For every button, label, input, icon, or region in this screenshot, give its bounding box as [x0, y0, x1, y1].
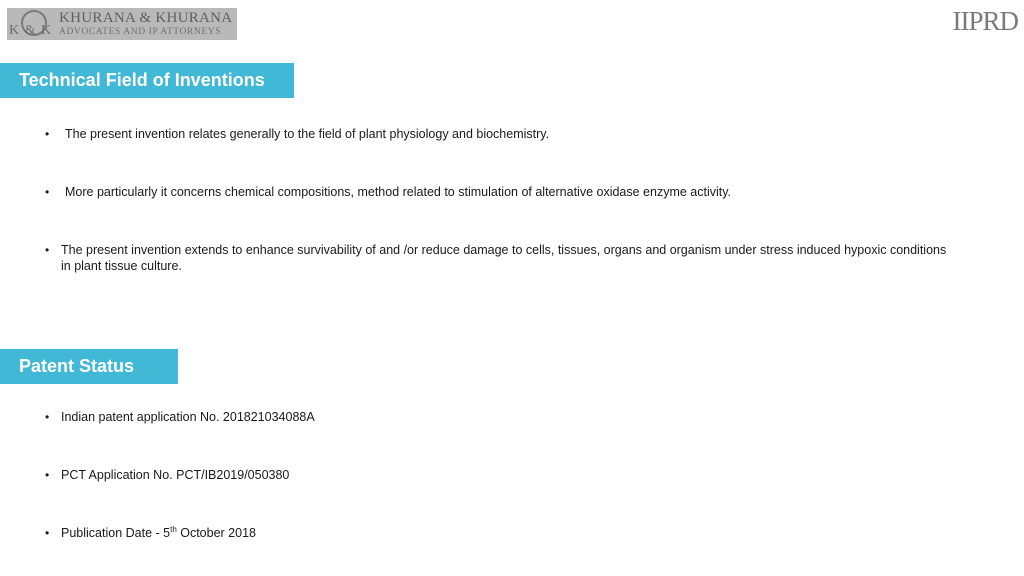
list-item-text: Indian patent application No. 201821034088A [61, 410, 315, 424]
khurana-logo [7, 8, 237, 40]
patent-status-heading: Patent Status [0, 349, 178, 384]
iiprd-logo: IIPRD [952, 6, 1018, 36]
technical-field-heading: Technical Field of Inventions [0, 63, 294, 98]
khurana-logo-line2: ADVOCATES AND IP ATTORNEYS [59, 26, 222, 37]
bullet-icon: • [45, 526, 50, 540]
khurana-logo-line1: KHURANA & KHURANA [59, 9, 233, 26]
list-item-text: PCT Application No. PCT/IB2019/050380 [61, 468, 290, 482]
kk-monogram-icon: K & K [7, 8, 59, 40]
list-item-text: The present invention relates generally to the field of plant physiology and biochemistry. [65, 127, 550, 141]
khurana-logo-text [59, 11, 232, 38]
list-item-text: More particularly it concerns chemical compositions, method related to stimulation of alternative oxidase enzyme activity. [65, 185, 732, 199]
list-item-text: The present invention extends to enhance survivability of and /or reduce damage to cells, tissues, organs and organism under stress induced hypoxic conditions in plant tissue culture. [61, 243, 947, 273]
bullet-icon: • [45, 127, 50, 141]
bullet-icon: • [45, 185, 50, 199]
bullet-icon: • [45, 243, 50, 257]
bullet-icon: • [45, 468, 50, 482]
publication-date-text: Publication Date - 5th October 2018 [61, 524, 256, 540]
bullet-icon: • [45, 410, 50, 424]
